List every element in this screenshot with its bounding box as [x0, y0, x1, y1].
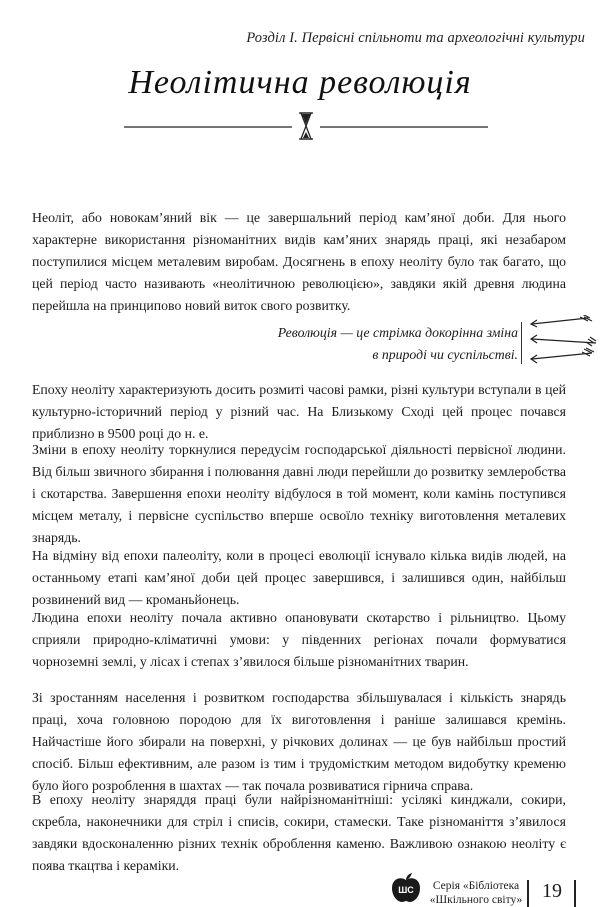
page-title: Неолітична революція: [128, 64, 472, 101]
series-line-1: Серія «Бібліотека: [432, 880, 520, 892]
apple-logo-icon: [389, 873, 423, 903]
arrows-graphic: [526, 315, 598, 371]
chapter-header: Розділ І. Первісні спільноти та археологічні культури: [246, 30, 585, 46]
logo-text: ШС: [398, 885, 414, 895]
footer-bar-right: [574, 880, 576, 907]
definition-line-1: Революція — це стрімка докорінна зміна: [277, 325, 518, 340]
title-divider: [124, 110, 488, 140]
definition-text: [278, 322, 518, 365]
paragraph-changes: Зміни в епоху неоліту торкнулися передусім господарської діяльності первісної людини. Від більш звичного збирання і полювання давні люди перейшли до розвитку землеробства і скотарства. Завершення епохи неоліту відбулося в той момент, коли камінь поступився місцем металу, і первісне суспільство вперше освоїло техніку виготовлення металевих знарядь.: [32, 442, 566, 545]
arrow-icon: [531, 335, 596, 346]
paragraph-intro: Неоліт, або новокам’яний вік — це завершальний період кам’яної доби. Для нього характерне використання різноманітних видів кам’яних знарядь праці, які незабаром поступилися місцем металевим виробам. Досягнень в епоху неоліту було так багато, що цей період часто називають «неолітичною революцією», завдяки якій древня людина перейшла на принципово новий виток свого розвитку.: [32, 210, 566, 313]
arrow-icon: [531, 315, 592, 327]
paragraph-farming: Людина епохи неоліту почала активно опановувати скотарство і рільництво. Цьому сприяли природно-кліматичні умови: у південних регіонах почали формуватися чорноземні землі, у лісах і степах з’явилося більше різноманітних тварин.: [32, 610, 566, 669]
page-number: 19: [542, 880, 562, 902]
paragraph-flint: Зі зростанням населення і розвитком господарства збільшувалася і кількість знарядь праці, хоча головною породою для їх виготовлення і раніше залишався кремінь. Найчастіше його збирали на поверхні, у річкових долинах — це був найбільш простий спосіб. Більш ефективним, але разом із тим і трудомістким методом видобутку кременю було його розроблення в шахтах — так почала розвиватися гірнича справа.: [32, 690, 566, 793]
series-line-2: «Шкільного світу»: [429, 894, 523, 906]
paragraph-timeline: Епоху неоліту характеризують досить розмиті часові рамки, різні культури вступали в цей культурно-історичний період у різний час. На Близькому Сході цей процес почався приблизно в 9500 році до н. е.: [32, 382, 566, 441]
footer-bar-left: [527, 880, 529, 907]
paragraph-tools: В епоху неоліту знаряддя праці були найрізноманітніші: усілякі кинджали, сокири, скребла, наконечники для стріл і списів, сокири, стамески. Таке різноманіття з’явилося завдяки вдосконаленню різних технік оброблення каменю. Важливою ознакою неоліту є поява ткацтва і кераміки.: [32, 792, 566, 873]
definition-line-2: в природі чи суспільстві.: [372, 346, 518, 362]
paragraph-species: На відміну від епохи палеоліту, коли в процесі еволюції існувало кілька видів людей, на останньому етапі кам’яної доби цей процес завершився, і залишився один, найбільш розвинений вид — кроманьйонець.: [32, 548, 566, 607]
definition-bar: [521, 322, 522, 364]
arrow-icon: [531, 348, 594, 363]
series-text: [426, 879, 526, 907]
